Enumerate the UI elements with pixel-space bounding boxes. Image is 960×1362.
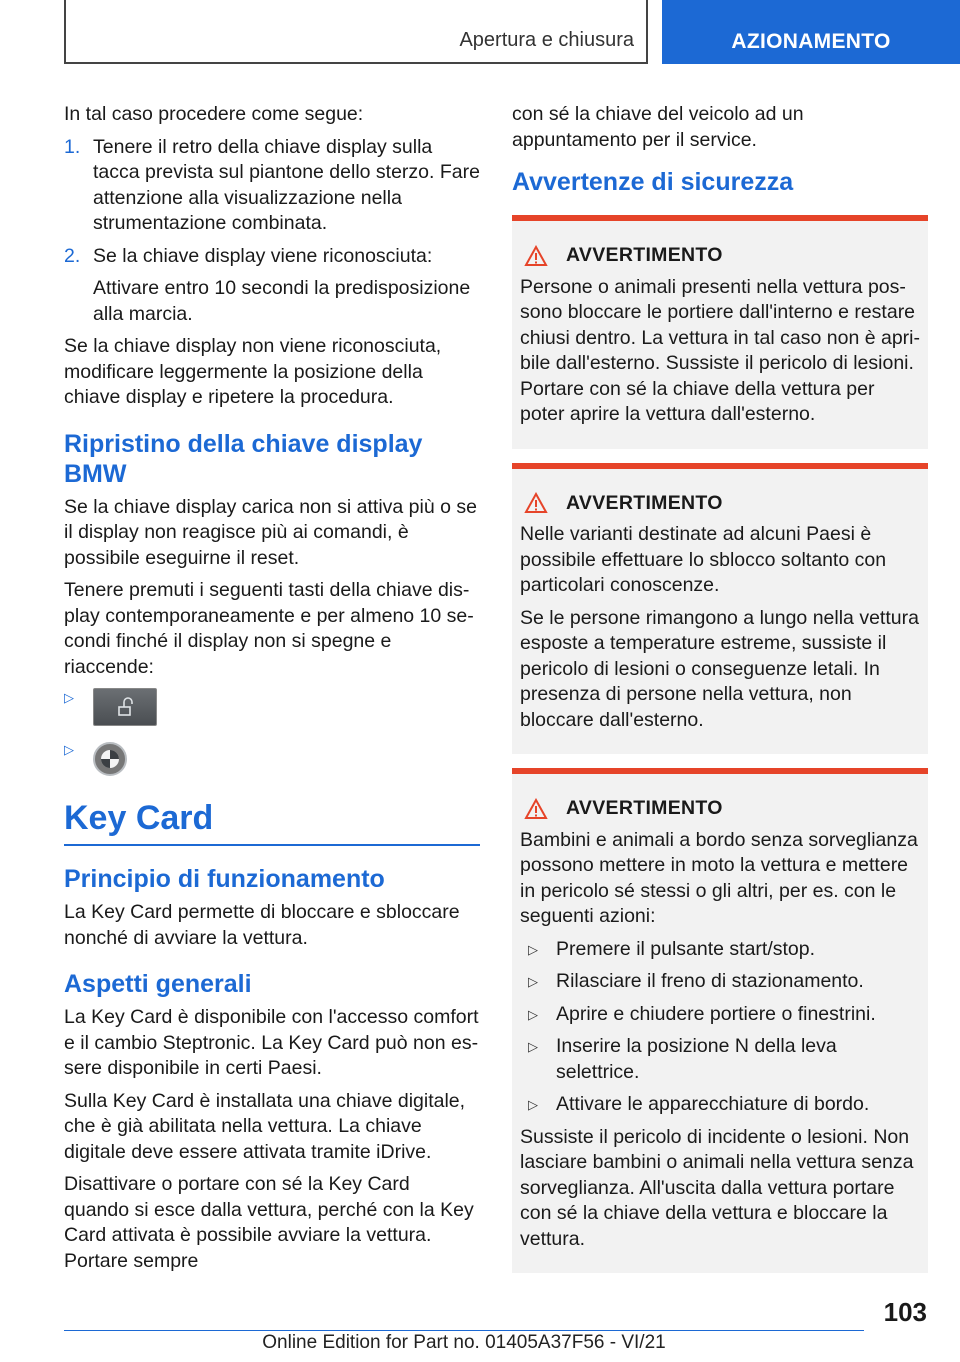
warning-triangle-icon (524, 798, 548, 820)
list-item (520, 1034, 920, 1085)
warning-text: Sussiste il pericolo di incidente o lesioni. Non lasciare bambini o animali nella vettura senza sorveglianza. All'uscita dalla vettura portare con sé la chiave della vettura e bloccare la vettura. (520, 1125, 914, 1250)
warning-bullet-list (520, 937, 920, 1118)
step-text: Se la chiave display viene riconosciuta: (93, 244, 433, 267)
heading-reset: Ripristino della chiave display BMW (64, 429, 423, 488)
step-subtext: Attivare entro 10 secondi la predisposizione alla marcia. (93, 277, 471, 325)
triangle-bullet-icon: ▷ (528, 1097, 538, 1112)
warning-title-text: AVVERTIMENTO (566, 491, 723, 514)
unlock-key-icon (93, 688, 157, 726)
warning-text: Se le persone rimangono a lungo nella vettura esposte a temperature estreme, sussiste il pericolo di lesioni o conseguenze letali. In presenza di persone nella vettura, non bloccare dall'esterno. (520, 606, 919, 731)
warning-triangle-icon (524, 245, 548, 267)
header-chapter-tab[interactable] (662, 0, 960, 64)
paragraph: Sulla Key Card è installata una chiave digitale, che è già abilitata nella vettura. La chiave digitale deve essere attivata tramite iDrive. (64, 1089, 466, 1163)
list-item-text: Inserire la posizione N della leva selettrice. (556, 1035, 837, 1083)
list-item-text: Aprire e chiudere portiere o finestrini. (556, 1002, 876, 1025)
header-section-box (64, 0, 648, 64)
triangle-bullet-icon: ▷ (528, 941, 538, 957)
triangle-bullet-icon: ▷ (64, 690, 74, 705)
paragraph: Disattivare o portare con sé la Key Card quando si esce dalla vettura, perché con la Key Card attivata è possibile avviare la vettura. Portare sempre (64, 1173, 474, 1272)
triangle-bullet-icon: ▷ (528, 974, 538, 989)
paragraph: La Key Card permette di bloccare e sbloccare nonché di avviare la vettura. (64, 901, 460, 949)
step-text: Tenere il retro della chiave display sulla tacca prevista sul piantone dello sterzo. Fare attenzione alla visualizzazione nella strumentazione combinata. (93, 135, 480, 234)
list-item (520, 937, 920, 963)
list-item-text: Rilasciare il freno di stazionamento. (556, 970, 864, 992)
paragraph: Tenere premuti i seguenti tasti della chiave display contemporaneamente e per almeno 10 secondi finché il display non si spegne e riaccende: (64, 579, 474, 678)
warning-text: Persone o animali presenti nella vettura possono bloccare le portiere dall'interno e restare chiusi dentro. La vettura in tal caso non è apribile dall'esterno. Sussiste il pericolo di lesioni. Portare con sé la chiave della vettura per poter aprire la vettura dall'esterno. (520, 275, 920, 425)
warning-title (520, 796, 920, 822)
right-column (512, 102, 928, 1287)
footer-edition: Online Edition for Part no. 01405A37F56 - VI/21 (262, 1332, 666, 1353)
heading-key-card: Key Card (64, 799, 214, 837)
header-section-title: Apertura e chiusura (459, 29, 634, 51)
heading-divider (64, 844, 480, 846)
step-number: 2. (64, 244, 81, 267)
heading-general: Aspetti generali (64, 970, 252, 998)
warning-triangle-icon (524, 492, 548, 514)
heading-principle: Principio di funzionamento (64, 865, 385, 893)
warning-title (520, 243, 920, 269)
step-item (64, 135, 480, 237)
warning-box (512, 768, 928, 1273)
step-item (64, 244, 480, 328)
list-item-text: Attivare le apparecchiature di bordo. (556, 1093, 870, 1115)
steps-list (64, 135, 480, 328)
list-item (520, 969, 920, 995)
warning-box (512, 215, 928, 449)
paragraph: Se la chiave display carica non si attiva più o se il display non reagisce più ai comandi, è possibile eseguirne il reset. (64, 495, 477, 569)
warning-text: Bambini e animali a bordo senza sorveglianza possono mettere in moto la vettura e mettere in pericolo sé stessi o gli altri, per es. con le seguenti azioni: (520, 828, 918, 927)
paragraph: Se la chiave display non viene riconosciuta, modificare leggermente la posizione della chiave display e ripetere la procedura. (64, 335, 442, 408)
warning-title-text: AVVERTIMENTO (566, 244, 723, 266)
page-number: 103 (883, 1297, 927, 1327)
bmw-logo-icon (93, 742, 127, 776)
left-column (64, 102, 480, 1281)
triangle-bullet-icon: ▷ (528, 1006, 538, 1022)
list-item-text: Premere il pulsante start/stop. (556, 937, 816, 960)
warning-text: Nelle varianti destinate ad alcuni Paesi è possibile effettuare lo sblocco soltanto con particolari conoscenze. (520, 523, 887, 596)
paragraph: La Key Card è disponibile con l'accesso comfort e il cambio Steptronic. La Key Card può non essere disponibile in certi Paesi. (64, 1006, 479, 1079)
key-button-item (64, 688, 480, 726)
footer-divider (64, 1330, 864, 1331)
list-item (520, 1092, 920, 1118)
intro-text: In tal caso procedere come segue: (64, 103, 364, 125)
paragraph: con sé la chiave del veicolo ad un appuntamento per il service. (512, 103, 804, 151)
step-number: 1. (64, 135, 81, 158)
triangle-bullet-icon: ▷ (64, 742, 74, 757)
heading-safety: Avvertenze di sicurezza (512, 168, 794, 196)
key-button-item (64, 740, 480, 776)
header-tab-label: AZIONAMENTO (731, 30, 891, 53)
warning-title (520, 491, 920, 517)
warning-title-text: AVVERTIMENTO (566, 797, 723, 819)
list-item (520, 1002, 920, 1028)
warning-box (512, 463, 928, 755)
triangle-bullet-icon: ▷ (528, 1039, 538, 1054)
